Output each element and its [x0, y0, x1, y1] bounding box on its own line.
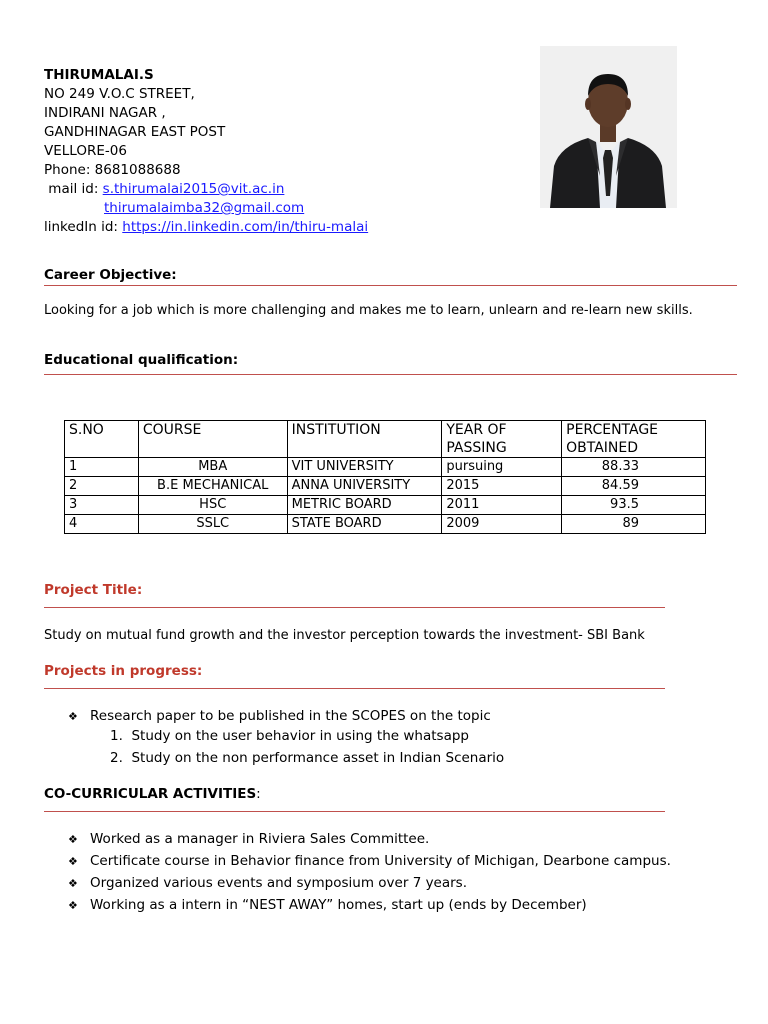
mail-link-1[interactable]: s.thirumalai2015@vit.ac.in	[102, 181, 285, 197]
bullet-icon: ❖	[68, 854, 78, 868]
cell-course: MBA	[138, 458, 287, 477]
progress-rule	[44, 688, 665, 689]
sublist-item: 1. Study on the user behavior in using the whatsapp	[110, 728, 469, 744]
bullet-icon: ❖	[68, 898, 78, 912]
cell-institution: STATE BOARD	[287, 515, 442, 534]
profile-photo	[540, 46, 677, 208]
list-item-text: Research paper to be published in the SCOPES on the topic	[90, 708, 491, 724]
table-header-row	[65, 421, 706, 458]
cell-sno: 3	[65, 496, 139, 515]
list-item	[68, 828, 671, 850]
cocurricular-rule	[44, 811, 665, 812]
cell-year: pursuing	[442, 458, 562, 477]
bullet-icon: ❖	[68, 876, 78, 890]
list-item-text: Certificate course in Behavior finance from University of Michigan, Dearbone campus.	[90, 853, 671, 869]
cell-year: 2015	[442, 477, 562, 496]
cocurricular-heading	[44, 786, 261, 802]
cell-sno: 2	[65, 477, 139, 496]
linkedin-label: linkedIn id:	[44, 219, 123, 235]
col-institution: INSTITUTION	[287, 421, 442, 458]
contact-block	[44, 66, 368, 237]
cell-year: 2011	[442, 496, 562, 515]
table-row	[65, 496, 706, 515]
cocurricular-heading-text: CO-CURRICULAR ACTIVITIES	[44, 786, 257, 802]
address-line-2: INDIRANI NAGAR ,	[44, 105, 166, 121]
cell-year: 2009	[442, 515, 562, 534]
list-item	[68, 872, 671, 894]
cell-percentage: 88.33	[562, 458, 706, 477]
table-row	[65, 458, 706, 477]
project-title-heading: Project Title:	[44, 582, 143, 598]
mail-label: mail id:	[44, 181, 103, 197]
list-item-text: Worked as a manager in Riviera Sales Committee.	[90, 831, 430, 847]
education-rule	[44, 374, 737, 375]
career-objective-heading: Career Objective:	[44, 267, 177, 283]
linkedin-link[interactable]: https://in.linkedin.com/in/thiru-malai	[122, 219, 369, 235]
mail-link-2[interactable]: thirumalaimba32@gmail.com	[104, 200, 305, 216]
profile-photo-image	[540, 46, 677, 208]
cell-sno: 1	[65, 458, 139, 477]
progress-sublist	[110, 728, 504, 772]
table-row	[65, 515, 706, 534]
list-item	[68, 894, 671, 916]
career-objective-text: Looking for a job which is more challenging and makes me to learn, unlearn and re-learn new skills.	[44, 303, 693, 318]
projects-in-progress-heading: Projects in progress:	[44, 663, 203, 679]
cocurricular-heading-suffix: :	[256, 786, 261, 802]
cell-course: B.E MECHANICAL	[138, 477, 287, 496]
bullet-icon: ❖	[68, 832, 78, 846]
col-sno: S.NO	[65, 421, 139, 458]
list-item	[68, 850, 671, 872]
col-percentage: PERCENTAGE OBTAINED	[562, 421, 706, 458]
mail-line-2	[44, 199, 368, 218]
cell-institution: ANNA UNIVERSITY	[287, 477, 442, 496]
address-line-3: GANDHINAGAR EAST POST	[44, 124, 226, 140]
project-rule	[44, 607, 665, 608]
list-item	[68, 705, 491, 727]
sublist-item: 2. Study on the non performance asset in Indian Scenario	[110, 750, 505, 766]
career-rule	[44, 285, 737, 286]
mail-line	[44, 180, 368, 199]
cell-percentage: 89	[562, 515, 706, 534]
cell-percentage: 93.5	[562, 496, 706, 515]
cell-course: SSLC	[138, 515, 287, 534]
address-line-1: NO 249 V.O.C STREET,	[44, 86, 195, 102]
phone: Phone: 8681088688	[44, 162, 181, 178]
education-heading: Educational qualification:	[44, 352, 239, 368]
cocurricular-list	[68, 828, 671, 916]
table-row	[65, 477, 706, 496]
progress-list	[68, 705, 491, 727]
linkedin-line	[44, 218, 368, 237]
address-line-4: VELLORE-06	[44, 143, 127, 159]
col-course: COURSE	[138, 421, 287, 458]
bullet-icon: ❖	[68, 709, 78, 723]
project-title-text: Study on mutual fund growth and the investor perception towards the investment- SBI Bank	[44, 628, 645, 643]
col-year: YEAR OF PASSING	[442, 421, 562, 458]
cell-percentage: 84.59	[562, 477, 706, 496]
cell-course: HSC	[138, 496, 287, 515]
education-table	[64, 420, 706, 534]
cell-institution: METRIC BOARD	[287, 496, 442, 515]
list-item-text: Organized various events and symposium over 7 years.	[90, 875, 468, 891]
list-item-text: Working as a intern in “NEST AWAY” homes, start up (ends by December)	[90, 897, 587, 913]
candidate-name: THIRUMALAI.S	[44, 67, 154, 83]
cell-institution: VIT UNIVERSITY	[287, 458, 442, 477]
cell-sno: 4	[65, 515, 139, 534]
